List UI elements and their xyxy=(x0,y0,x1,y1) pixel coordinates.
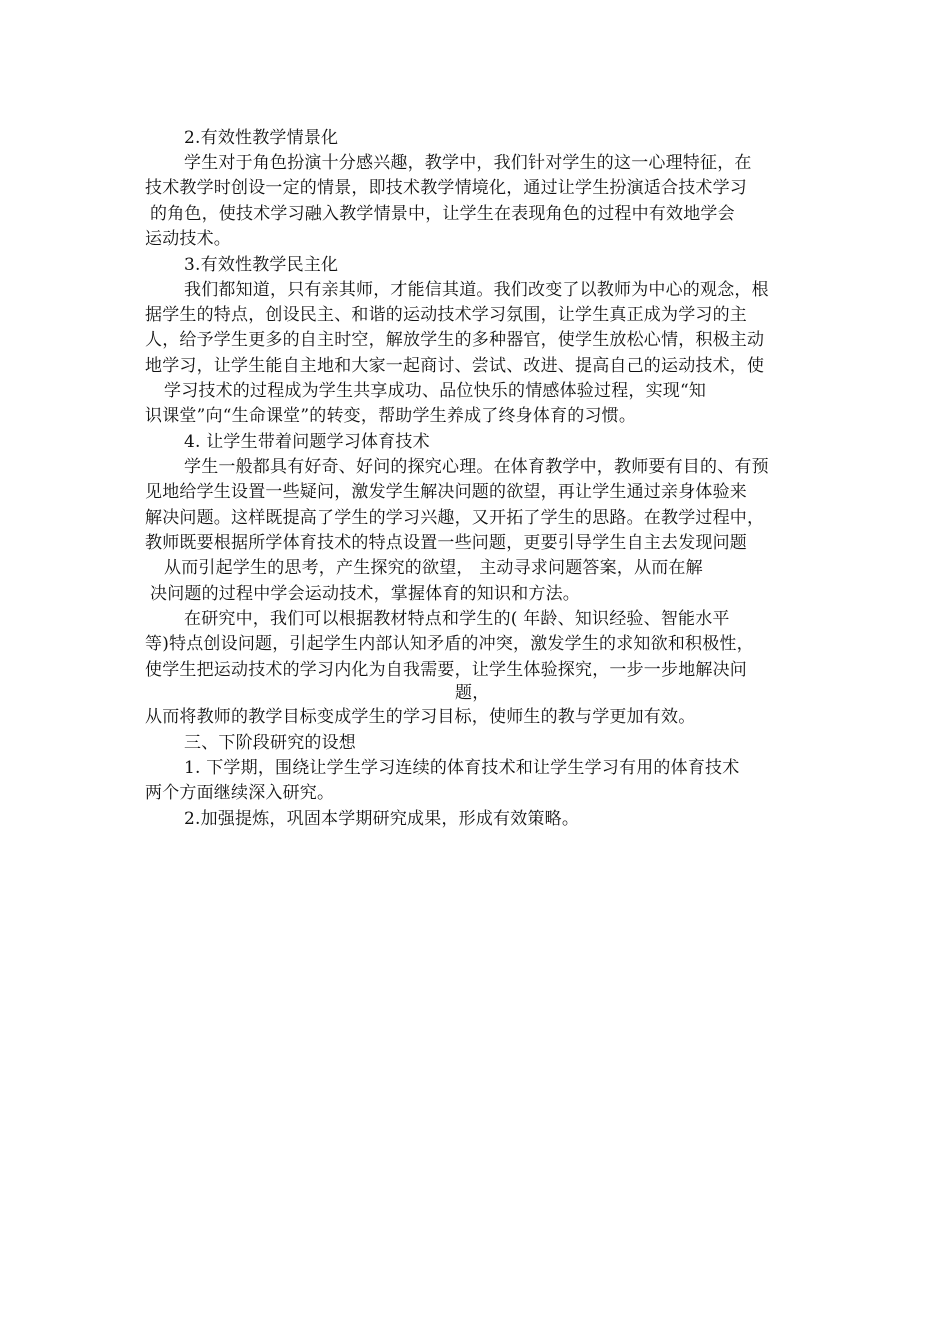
paragraph-line: 我们都知道，只有亲其师，才能信其道。我们改变了以教师为中心的观念，根 xyxy=(184,280,769,300)
heading-4-learn-with-questions: 4. 让学生带着问题学习体育技术 xyxy=(184,432,430,452)
paragraph-line: 见地给学生设置一些疑问，激发学生解决问题的欲望，再让学生通过亲身体验来 xyxy=(145,482,747,502)
paragraph-line: 人，给予学生更多的自主时空，解放学生的多种器官，使学生放松心情，积极主动 xyxy=(145,330,765,350)
paragraph-line: 教师既要根据所学体育技术的特点设置一些问题，更要引导学生自主去发现问题 xyxy=(145,533,747,553)
paragraph-line: 在研究中，我们可以根据教材特点和学生的( 年龄、知识经验、智能水平 xyxy=(184,609,730,629)
paragraph-line: 1. 下学期，围绕让学生学习连续的体育技术和让学生学习有用的体育技术 xyxy=(184,758,740,778)
paragraph-line: 学习技术的过程成为学生共享成功、品位快乐的情感体验过程，实现“知 xyxy=(164,381,707,401)
paragraph-line: 技术教学时创设一定的情景，即技术教学情境化，通过让学生扮演适合技术学习 xyxy=(145,178,747,198)
paragraph-line: 使学生把运动技术的学习内化为自我需要，让学生体验探究，一步一步地解决问 xyxy=(145,660,747,680)
section-heading-next-stage: 三、下阶段研究的设想 xyxy=(184,733,356,753)
paragraph-line: 2.加强提炼，巩固本学期研究成果，形成有效策略。 xyxy=(184,809,580,829)
paragraph-line: 学生对于角色扮演十分感兴趣，教学中，我们针对学生的这一心理特征，在 xyxy=(184,153,752,173)
paragraph-line: 运动技术。 xyxy=(145,229,231,249)
paragraph-line: 从而引起学生的思考，产生探究的欲望， 主动寻求问题答案，从而在解 xyxy=(164,558,703,578)
paragraph-line: 等)特点创设问题，引起学生内部认知矛盾的冲突，激发学生的求知欲和积极性， xyxy=(145,634,754,654)
paragraph-line: 识课堂”向“生命课堂”的转变，帮助学生养成了终身体育的习惯。 xyxy=(145,406,637,426)
paragraph-line: 学生一般都具有好奇、好问的探究心理。在体育教学中，教师要有目的、有预 xyxy=(184,457,769,477)
paragraph-line: 解决问题。这样既提高了学生的学习兴趣，又开拓了学生的思路。在教学过程中， xyxy=(145,508,765,528)
heading-2-effective-teaching-situational: 2.有效性教学情景化 xyxy=(184,128,339,148)
paragraph-line: 从而将教师的教学目标变成学生的学习目标，使师生的教与学更加有效。 xyxy=(145,707,696,727)
paragraph-line: 决问题的过程中学会运动技术，掌握体育的知识和方法。 xyxy=(150,584,580,604)
paragraph-line: 两个方面继续深入研究。 xyxy=(145,783,335,803)
heading-3-effective-teaching-democratic: 3.有效性教学民主化 xyxy=(184,255,339,275)
paragraph-line: 题， xyxy=(455,683,490,703)
paragraph-line: 据学生的特点，创设民主、和谐的运动技术学习氛围，让学生真正成为学习的主 xyxy=(145,305,747,325)
paragraph-line: 的角色，使技术学习融入教学情景中，让学生在表现角色的过程中有效地学会 xyxy=(150,204,735,224)
paragraph-line: 地学习，让学生能自主地和大家一起商讨、尝试、改进、提高自己的运动技术，使 xyxy=(145,356,765,376)
